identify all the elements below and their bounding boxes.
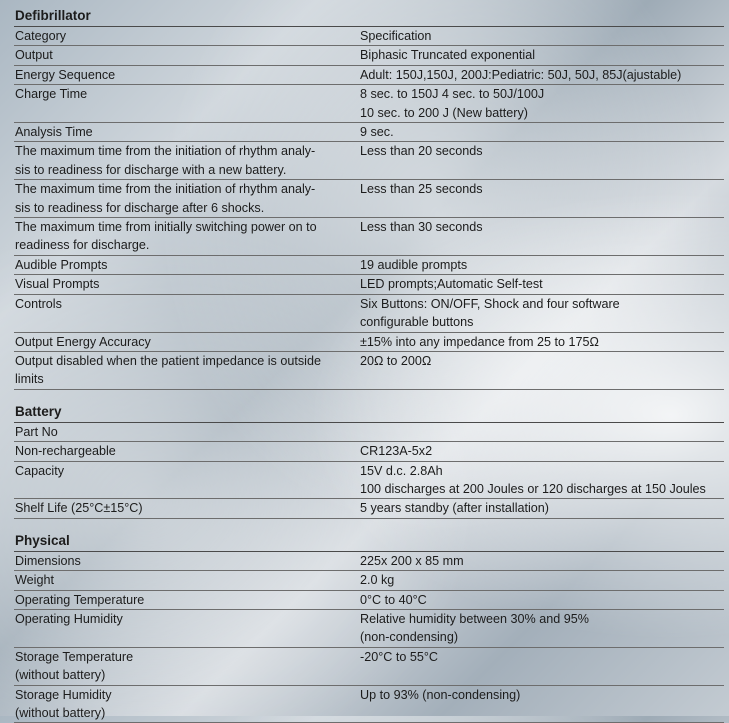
section-spacer bbox=[14, 390, 724, 402]
spec-row bbox=[14, 499, 724, 518]
spec-row bbox=[14, 610, 724, 648]
spec-label: Category bbox=[15, 29, 67, 43]
spec-value: Less than 20 seconds bbox=[360, 144, 483, 159]
spec-sheet bbox=[14, 6, 724, 723]
spec-value: Specification bbox=[360, 29, 432, 43]
section-rows bbox=[14, 27, 724, 390]
spec-label: Energy Sequence bbox=[15, 67, 116, 82]
spec-label: Operating Temperature bbox=[15, 592, 145, 607]
spec-value: Six Buttons: ON/OFF, Shock and four software configurable buttons bbox=[360, 296, 620, 330]
spec-label: Analysis Time bbox=[15, 125, 93, 140]
spec-value: 0°C to 40°C bbox=[360, 592, 427, 607]
spec-row bbox=[14, 571, 724, 590]
spec-value: Biphasic Truncated exponential bbox=[360, 48, 536, 63]
spec-value bbox=[360, 423, 724, 441]
spec-row bbox=[14, 648, 724, 686]
spec-row bbox=[14, 333, 724, 352]
spec-row bbox=[14, 66, 724, 85]
spec-label: Non-rechargeable bbox=[15, 444, 116, 459]
spec-value: -20°C to 55°C bbox=[360, 649, 438, 664]
section-physical bbox=[14, 531, 724, 723]
spec-row bbox=[14, 123, 724, 142]
spec-row bbox=[14, 142, 724, 180]
spec-row bbox=[14, 423, 724, 442]
spec-label: Capacity bbox=[15, 463, 64, 478]
spec-value: CR123A-5x2 bbox=[360, 444, 433, 459]
spec-value: Up to 93% (non-condensing) bbox=[360, 687, 521, 702]
section-title: Battery bbox=[14, 402, 724, 423]
spec-value: Less than 25 seconds bbox=[360, 182, 483, 197]
spec-label: The maximum time from the initiation of rhythm analy- sis to readiness for discharge after 6 shocks. bbox=[15, 182, 316, 215]
spec-row bbox=[14, 462, 724, 500]
spec-value: LED prompts;Automatic Self-test bbox=[360, 277, 543, 292]
spec-row bbox=[14, 275, 724, 294]
spec-row bbox=[14, 686, 724, 723]
spec-label: Audible Prompts bbox=[15, 257, 108, 272]
spec-value: ±15% into any impedance from 25 to 175Ω bbox=[360, 334, 599, 349]
spec-row bbox=[14, 295, 724, 333]
spec-label: Storage Temperature (without battery) bbox=[15, 649, 134, 683]
spec-value: 9 sec. bbox=[360, 125, 394, 140]
spec-label: Part No bbox=[15, 424, 58, 439]
spec-label: The maximum time from initially switching power on to readiness for discharge. bbox=[15, 220, 317, 253]
spec-label: Charge Time bbox=[15, 87, 88, 102]
section-rows bbox=[14, 552, 724, 723]
spec-value: 15V d.c. 2.8Ah 100 discharges at 200 Joules or 120 discharges at 150 Joules bbox=[360, 463, 706, 496]
spec-value: 8 sec. to 150J 4 sec. to 50J/100J 10 sec. to 200 J (New battery) bbox=[360, 87, 545, 120]
spec-value: 2.0 kg bbox=[360, 573, 395, 588]
spec-label: Shelf Life (25°C±15°C) bbox=[15, 501, 143, 516]
spec-value: 5 years standby (after installation) bbox=[360, 501, 549, 516]
spec-row bbox=[14, 256, 724, 275]
spec-label: Storage Humidity (without battery) bbox=[15, 687, 112, 720]
spec-label: Operating Humidity bbox=[15, 611, 123, 626]
spec-value: 225x 200 x 85 mm bbox=[360, 553, 464, 568]
spec-row bbox=[14, 46, 724, 65]
spec-row bbox=[14, 27, 724, 46]
spec-row bbox=[14, 591, 724, 610]
spec-label: Output bbox=[15, 48, 53, 63]
spec-row bbox=[14, 180, 724, 218]
spec-label: Controls bbox=[15, 296, 62, 311]
spec-label: Output Energy Accuracy bbox=[15, 334, 151, 349]
spec-label: The maximum time from the initiation of rhythm analy- sis to readiness for discharge with a new battery. bbox=[15, 144, 316, 177]
section-rows bbox=[14, 423, 724, 519]
spec-row bbox=[14, 352, 724, 390]
section-title: Defibrillator bbox=[14, 6, 724, 27]
section-spacer bbox=[14, 519, 724, 531]
spec-value: Adult: 150J,150J, 200J:Pediatric: 50J, 50J, 85J(ajustable) bbox=[360, 67, 682, 82]
spec-label: Weight bbox=[15, 573, 54, 588]
spec-label: Output disabled when the patient impedance is outside limits bbox=[15, 353, 321, 387]
spec-label: Visual Prompts bbox=[15, 277, 100, 292]
spec-value: Less than 30 seconds bbox=[360, 220, 483, 235]
spec-row bbox=[14, 442, 724, 461]
spec-value: Relative humidity between 30% and 95% (non-condensing) bbox=[360, 611, 589, 645]
spec-row bbox=[14, 218, 724, 256]
section-title: Physical bbox=[14, 531, 724, 552]
section-battery bbox=[14, 402, 724, 519]
spec-label: Dimensions bbox=[15, 553, 81, 568]
spec-row bbox=[14, 552, 724, 571]
spec-row bbox=[14, 85, 724, 123]
section-defibrillator bbox=[14, 6, 724, 390]
spec-value: 19 audible prompts bbox=[360, 257, 468, 272]
spec-value: 20Ω to 200Ω bbox=[360, 353, 432, 368]
